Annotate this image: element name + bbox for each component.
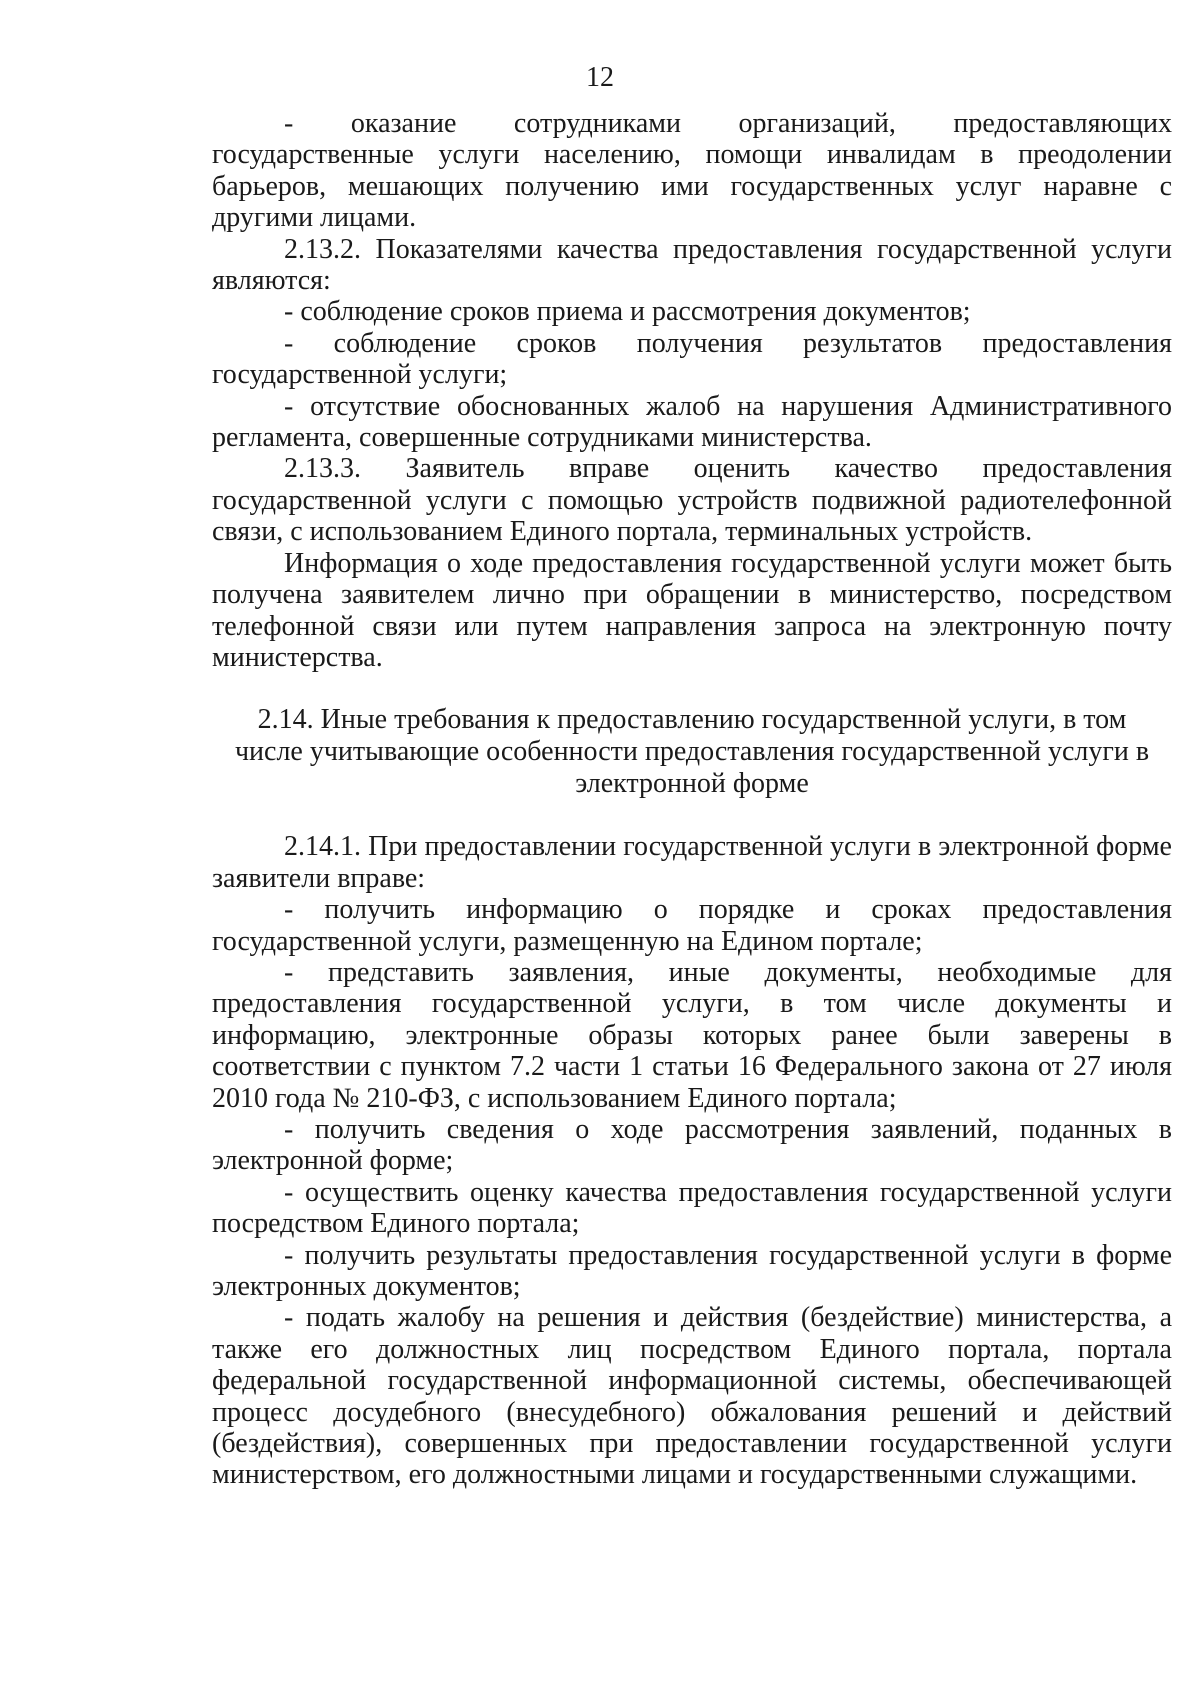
list-item-get-results: - получить результаты предоставления государственной услуги в форме электронных документов; (212, 1239, 1172, 1302)
paragraph-2-13-3: 2.13.3. Заявитель вправе оценить качество предоставления государственной услуги с помощью устройств подвижной радиотелефонной связи, с использованием Единого портала, терминальных устройств. (212, 453, 1172, 548)
section-spacer (212, 800, 1172, 831)
list-item-deadlines-results: - соблюдение сроков получения результатов предоставления государственной услуги; (212, 327, 1172, 391)
section-spacer (212, 673, 1172, 704)
paragraph-2-13-2: 2.13.2. Показателями качества предоставления государственной услуги являются: (212, 233, 1172, 297)
list-item-get-status: - получить сведения о ходе рассмотрения заявлений, поданных в электронной форме; (212, 1113, 1172, 1177)
page-number: 12 (586, 62, 614, 93)
paragraph-progress-information: Информация о ходе предоставления государственной услуги может быть получена заявителем лично при обращении в министерство, посредством телефонной связи или путем направления запроса на электронную почту министерства. (212, 547, 1172, 673)
section-heading-2-14: 2.14. Иные требования к предоставлению государственной услуги, в том числе учитывающие особенности предоставления государственной услуги в электронной форме (234, 704, 1150, 800)
list-item-get-information: - получить информацию о порядке и сроках предоставления государственной услуги, размещенную на Едином портале; (212, 894, 1172, 957)
paragraph-2-14-1: 2.14.1. При предоставлении государственной услуги в электронной форме заявители вправе: (212, 831, 1172, 894)
list-item-deadlines-documents: - соблюдение сроков приема и рассмотрения документов; (284, 296, 971, 328)
document-body (212, 108, 1172, 1491)
list-item-submit-applications: - представить заявления, иные документы, необходимые для предоставления государственной услуги, в том числе документы и информацию, электронные образы которых ранее были заверены в соответствии с пунктом 7.2 части 1 статьи 16 Федерального закона от 27 июля 2010 года № 210-ФЗ, с использованием Единого портала; (212, 956, 1172, 1114)
list-item-quality-assessment: - осуществить оценку качества предоставления государственной услуги посредством Единого портала; (212, 1176, 1172, 1240)
paragraph-assistance-disabled: - оказание сотрудниками организаций, предоставляющих государственные услуги населению, помощи инвалидам в преодолении барьеров, мешающих получению ими государственных услуг наравне с другими лицами. (212, 108, 1172, 234)
list-item-no-complaints: - отсутствие обоснованных жалоб на нарушения Административного регламента, совершенные сотрудниками министерства. (212, 390, 1172, 454)
list-item-file-complaint: - подать жалобу на решения и действия (бездействие) министерства, а также его должностных лиц посредством Единого портала, портала федеральной государственной информационной системы, обеспечивающей процесс досудебного (внесудебного) обжалования решений и действий (бездействия), совершенных при предоставлении государственной услуги министерством, его должностными лицами и государственными служащими. (212, 1302, 1172, 1491)
